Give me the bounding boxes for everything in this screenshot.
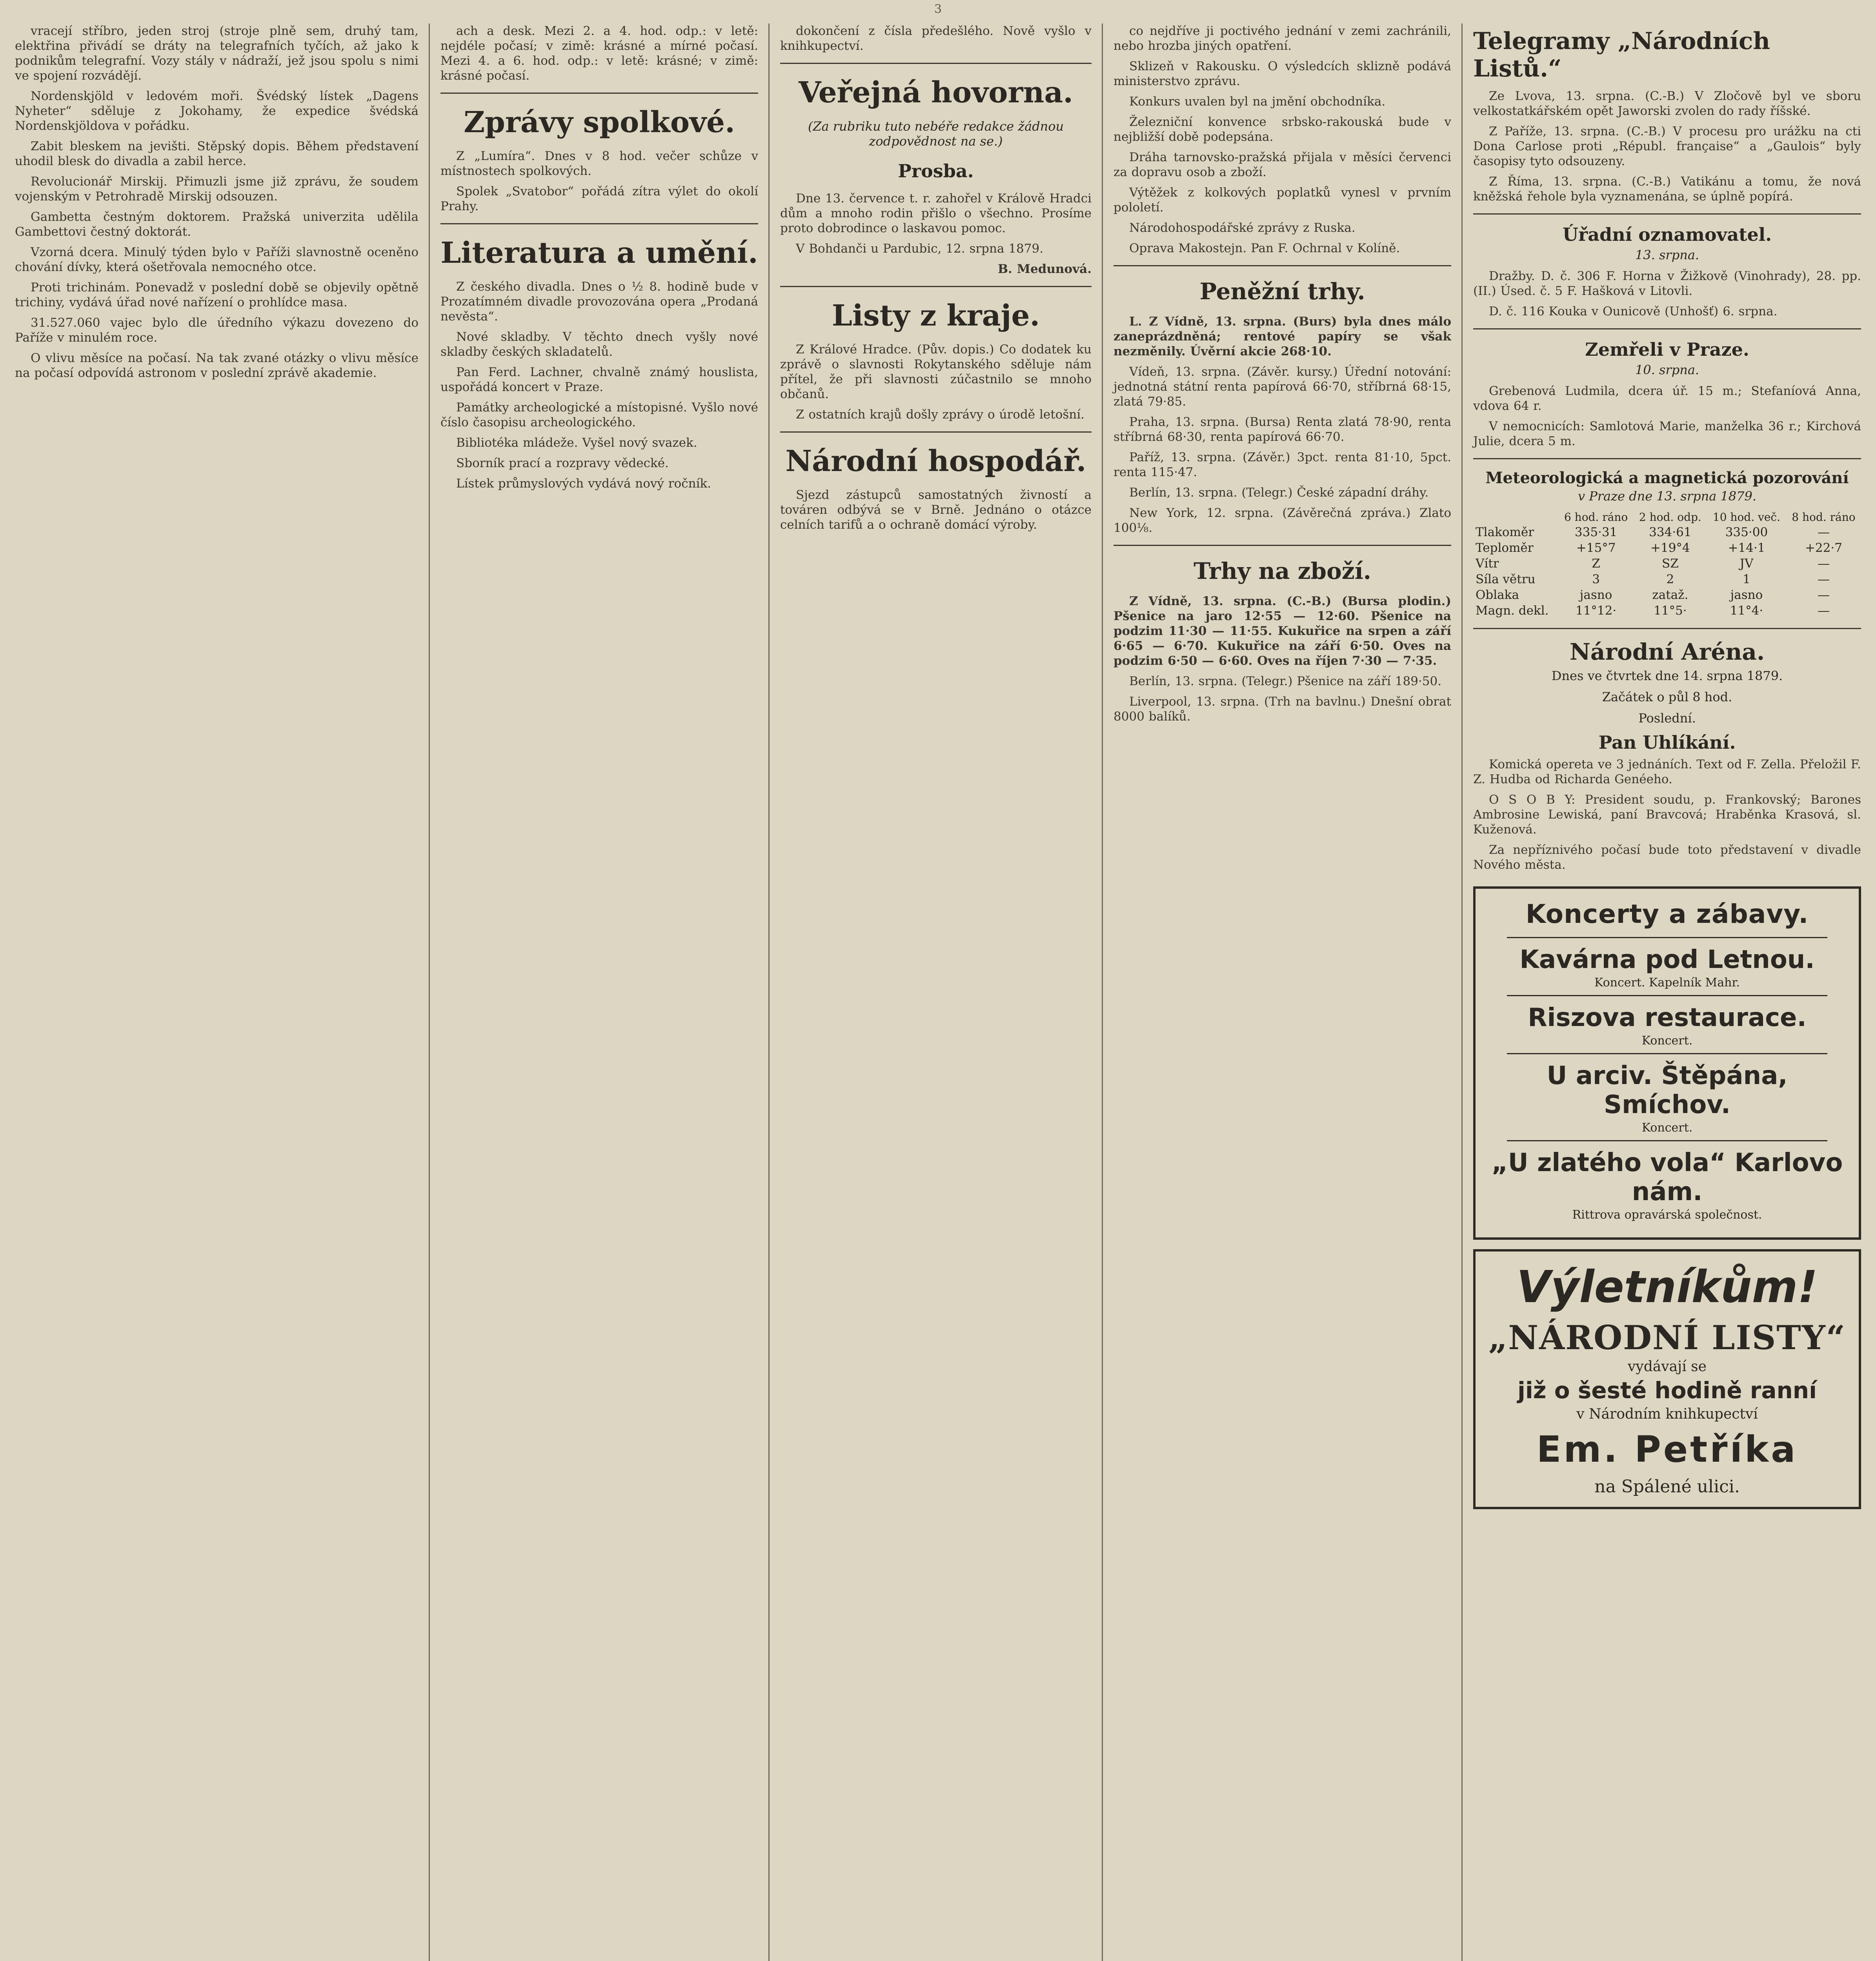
section-rule xyxy=(1114,265,1451,266)
zemreli-title: Zemřeli v Praze. xyxy=(1585,339,1749,360)
ad-separator xyxy=(1507,995,1827,996)
section-title-spolkove: Zprávy spolkové. xyxy=(464,106,735,139)
article-paragraph: Komická opereta ve 3 jednáních. Text od F. Zella. Přeložil F. Z. Hudba od Richarda Genéeho. xyxy=(1473,757,1861,786)
meteo-cell: Tlakoměr xyxy=(1476,525,1534,539)
arena-title: Národní Aréna. xyxy=(1569,639,1765,665)
venue-note: Rittrova opravárská společnost. xyxy=(1572,1208,1762,1222)
meteo-cell: 3 xyxy=(1592,572,1600,586)
column-1 xyxy=(4,24,429,1961)
section-rule xyxy=(780,63,1092,64)
article-paragraph: Vzorná dcera. Minulý týden bylo v Paříži slavnostně oceněno chování dívky, která ošetřovala nemocného otce. xyxy=(15,245,419,274)
section-rule xyxy=(440,223,758,224)
section-rule xyxy=(1473,458,1861,459)
meteo-cell: 1 xyxy=(1743,572,1750,586)
article-paragraph: Lístek průmyslových vydává nový ročník. xyxy=(456,477,711,491)
article-paragraph: Výtěžek z kolkových poplatků vynesl v prvním pololetí. xyxy=(1114,186,1451,215)
meteo-cell: +15°7 xyxy=(1576,541,1616,555)
column-2 xyxy=(429,24,769,1961)
section-title-kraj: Listy z kraje. xyxy=(832,299,1040,333)
meteo-title: Meteorologická a magnetická pozorování xyxy=(1485,469,1849,487)
meteo-cell: JV xyxy=(1740,557,1754,571)
article-paragraph: Dráha tarnovsko-pražská přijala v měsíci červenci za dopravu osob a zboží. xyxy=(1114,150,1451,179)
article-paragraph: Paříž, 13. srpna. (Závěr.) 3pct. renta 81·10, 5pct. renta 115·47. xyxy=(1114,450,1451,479)
article-paragraph: Liverpool, 13. srpna. (Trh na bavlnu.) Dnešní obrat 8000 balíků. xyxy=(1114,695,1451,724)
meteo-cell: — xyxy=(1817,588,1830,602)
article-paragraph: O vlivu měsíce na počasí. Na tak zvané otázky o vlivu měsíce na počasí odpovídá astronom v poslední zprávě akademie. xyxy=(15,351,419,380)
article-paragraph: Spolek „Svatobor“ pořádá zítra výlet do okolí Prahy. xyxy=(440,184,758,213)
meteo-cell: 335·00 xyxy=(1725,525,1768,539)
oznamovatel-title: Úřadní oznamovatel. xyxy=(1562,224,1772,245)
column-4 xyxy=(1103,24,1462,1961)
section-title-literatura: Literatura a umění. xyxy=(440,236,758,270)
section-rule xyxy=(1114,545,1451,546)
article-paragraph: Z Říma, 13. srpna. (C.-B.) Vatikánu a tomu, že nová kněžská řehole byla vyznamenána, se úplně popírá. xyxy=(1473,175,1861,204)
article-paragraph: Z českého divadla. Dnes o ½ 8. hodině bude v Prozatímném divadle provozována opera „Prodaná nevěsta“. xyxy=(440,280,758,324)
venue-note: Koncert. xyxy=(1641,1034,1693,1048)
column-3 xyxy=(769,24,1103,1961)
table-header: 8 hod. ráno xyxy=(1792,511,1856,524)
arena-start: Začátek o půl 8 hod. xyxy=(1602,689,1732,704)
article-paragraph: Dne 13. července t. r. zahořel v Králově Hradci dům a mnoho rodin přišlo o všechno. Prosíme proto dobrodince o laskavou pomoc. xyxy=(780,191,1092,235)
article-paragraph: Grebenová Ludmila, dcera úř. 15 m.; Stefaníová Anna, vdova 64 r. xyxy=(1473,384,1861,413)
venue-name: Kavárna pod Letnou. xyxy=(1519,945,1815,974)
article-paragraph: Praha, 13. srpna. (Bursa) Renta zlatá 78·90, renta stříbrná 68·30, renta papírová 66·70. xyxy=(1114,415,1451,444)
ad-text-emphasis: již o šesté hodině ranní xyxy=(1518,1377,1817,1404)
ad-koncerty xyxy=(1473,886,1861,1240)
article-paragraph: Z Králové Hradce. (Pův. dopis.) Co dodatek ku zprávě o slavnosti Rokytanského sděluje nám přítel, že při slavnosti zúčastnilo se mnoho občanů. xyxy=(780,342,1092,401)
article-paragraph: Berlín, 13. srpna. (Telegr.) České západní dráhy. xyxy=(1129,486,1429,500)
section-title-hovorna: Veřejná hovorna. xyxy=(798,76,1074,109)
article-paragraph: Nové skladby. V těchto dnech vyšly nové skladby českých skladatelů. xyxy=(440,330,758,359)
section-rule xyxy=(440,93,758,94)
article-paragraph: Sklizeň v Rakousku. O výsledcích sklizně podává ministerstvo zprávu. xyxy=(1114,59,1451,88)
table-header: 10 hod. več. xyxy=(1712,511,1781,524)
bookseller-location: na Spálené ulici. xyxy=(1594,1477,1740,1497)
meteo-row xyxy=(1473,556,1861,571)
arena-play: Pan Uhlíkání. xyxy=(1598,732,1736,753)
article-paragraph: Z Paříže, 13. srpna. (C.-B.) V procesu pro urážku na cti Dona Carlose proti „Républ. française“ a „Gaulois“ byly časopisy tyto odsouzeny. xyxy=(1473,124,1861,168)
meteo-cell: Vítr xyxy=(1476,557,1499,571)
article-paragraph: co nejdříve ji poctivého jednání v zemi zachránili, nebo hrozba jiných opatření. xyxy=(1114,24,1451,53)
section-rule xyxy=(1473,628,1861,629)
newspaper-name: „NÁRODNÍ LISTY“ xyxy=(1488,1318,1846,1357)
meteo-row xyxy=(1473,571,1861,587)
meteo-cell: jasno xyxy=(1579,588,1612,602)
meteo-cell: — xyxy=(1817,572,1830,586)
meteo-row xyxy=(1473,587,1861,603)
meteo-cell: 334·61 xyxy=(1649,525,1692,539)
meteo-row xyxy=(1473,603,1861,618)
section-rule xyxy=(780,286,1092,287)
bookseller-name: Em. Petříka xyxy=(1536,1428,1798,1470)
article-paragraph: Ze Lvova, 13. srpna. (C.-B.) V Zločově byl ve sboru velkostatkářském opět Jaworski zvolen do rady říšské. xyxy=(1473,89,1861,118)
page-number: 3 xyxy=(934,2,942,16)
ad-vyletnikum-title: Výletníkům! xyxy=(1516,1262,1818,1313)
signature: B. Medunová. xyxy=(997,262,1092,276)
section-title-zbozi: Trhy na zboží. xyxy=(1194,558,1371,584)
article-paragraph: Gambetta čestným doktorem. Pražská univerzita udělila Gambettovi čestný doktorát. xyxy=(15,210,419,239)
venue-name: Riszova restaurace. xyxy=(1528,1003,1807,1032)
section-rule xyxy=(1473,213,1861,215)
meteo-subtitle: v Praze dne 13. srpna 1879. xyxy=(1578,489,1757,504)
section-rule xyxy=(1473,328,1861,329)
table-header: 6 hod. ráno xyxy=(1564,511,1628,524)
article-paragraph: New York, 12. srpna. (Závěrečná zpráva.) Zlato 100⅛. xyxy=(1114,506,1451,535)
article-paragraph: D. č. 116 Kouka v Ounicově (Unhošť) 6. srpna. xyxy=(1489,304,1778,318)
arena-date: Dnes ve čtvrtek dne 14. srpna 1879. xyxy=(1551,668,1783,683)
column-5 xyxy=(1462,24,1872,1961)
article-paragraph: Oprava Makostejn. Pan F. Ochrnal v Kolíně. xyxy=(1129,241,1400,255)
arena-note: Poslední. xyxy=(1638,711,1696,726)
article-paragraph: Konkurs uvalen byl na jmění obchodníka. xyxy=(1129,95,1386,109)
section-subtitle: (Za rubriku tuto nebéře redakce žádnou zodpovědnost na se.) xyxy=(808,119,1064,149)
meteo-cell: Síla větru xyxy=(1476,572,1536,586)
telegrams-title: Telegramy „Národních Listů.“ xyxy=(1473,27,1770,82)
article-paragraph: Národohospodářské zprávy z Ruska. xyxy=(1129,221,1356,235)
article-paragraph: L. Z Vídně, 13. srpna. (Burs) byla dnes málo zaneprázdněná; rentové papíry se však nezměnily. Úvěrní akcie 268·10. xyxy=(1114,315,1451,358)
article-paragraph: dokončení z čísla předešlého. Nově vyšlo v knihkupectví. xyxy=(780,24,1092,53)
meteo-cell: Oblaka xyxy=(1476,588,1519,602)
article-paragraph: Z „Lumíra“. Dnes v 8 hod. večer schůze v místnostech spolkových. xyxy=(440,149,758,178)
article-paragraph: Sjezd zástupců samostatných živností a továren odbývá se v Brně. Jednáno o otázce celních tarifů a o ochraně domácí výroby. xyxy=(780,488,1092,532)
venue-name: U arciv. Štěpána, Smíchov. xyxy=(1547,1061,1788,1119)
article-paragraph: Proti trichinám. Ponevadž v poslední době se objevily opětně trichiny, vydává úřad nové nařízení o prohlídce masa. xyxy=(15,280,419,309)
table-header: 2 hod. odp. xyxy=(1639,511,1701,524)
meteo-cell: Teploměr xyxy=(1476,541,1534,555)
article-paragraph: Berlín, 13. srpna. (Telegr.) Pšenice na září 189·50. xyxy=(1129,674,1442,688)
article-paragraph: V nemocnicích: Samlotová Marie, manželka 36 r.; Kirchová Julie, dcera 5 m. xyxy=(1473,419,1861,448)
ad-separator xyxy=(1507,937,1827,938)
article-paragraph: vracejí stříbro, jeden stroj (stroje plně sem, druhý tam, elektřina přivádí se dráty na telegrafních tyčích, až jako k podnikům telegrafní. Vozy stály v nádraží, jež jsou spolu s nimi ve spojení rozvádějí. xyxy=(15,24,419,83)
venue-name: „U zlatého vola“ Karlovo nám. xyxy=(1491,1148,1843,1206)
article-paragraph: Železniční konvence srbsko-rakouská bude v nejbližší době podepsána. xyxy=(1114,115,1451,144)
meteo-cell: 2 xyxy=(1666,572,1674,586)
article-paragraph: ach a desk. Mezi 2. a 4. hod. odp.: v letě: nejdéle počasí; v zimě: krásné a mírné počasí. Mezi 4. a 6. hod. odp.: v letě: krásné; v zimě: krásné počasí. xyxy=(440,24,758,83)
ad-text: vydávají se xyxy=(1628,1359,1707,1375)
ad-text: v Národním knihkupectví xyxy=(1576,1406,1758,1422)
meteo-row xyxy=(1473,524,1861,540)
article-paragraph: Z Vídně, 13. srpna. (C.-B.) (Bursa plodin.) Pšenice na jaro 12·55 — 12·60. Pšenice na podzim 11·30 — 11·55. Kukuřice na srpen a září 6·65 — 6·70. Kukuřice na září 6·50. Oves na podzim 6·50 — 6·60. Oves na říjen 7·30 — 7·35. xyxy=(1114,594,1451,668)
meteo-cell: 11°5· xyxy=(1654,604,1687,618)
meteo-cell: — xyxy=(1817,525,1830,539)
meteo-cell: Magn. dekl. xyxy=(1476,604,1549,618)
meteo-cell: 11°12· xyxy=(1575,604,1617,618)
ad-vyletnikum xyxy=(1473,1249,1861,1509)
article-paragraph: O S O B Y: President soudu, p. Frankovský; Barones Ambrosine Lewiská, paní Bravcová; Hraběnka Krasová, sl. Kuženová. xyxy=(1473,793,1861,837)
ad-separator xyxy=(1507,1053,1827,1054)
ad-separator xyxy=(1507,1140,1827,1141)
article-paragraph: Vídeň, 13. srpna. (Závěr. kursy.) Úřední notování: jednotná státní renta papírová 66·70, stříbrná 68·15, zlatá 79·85. xyxy=(1114,365,1451,409)
table-header-row xyxy=(1473,510,1861,524)
article-paragraph: Sborník prací a rozpravy vědecké. xyxy=(456,456,669,470)
section-title-hospodar: Národní hospodář. xyxy=(785,444,1086,478)
article-paragraph: V Bohdanči u Pardubic, 12. srpna 1879. xyxy=(796,242,1044,256)
article-paragraph: Z ostatních krajů došly zprávy o úrodě letošní. xyxy=(796,407,1085,422)
meteo-cell: +19°4 xyxy=(1650,541,1690,555)
zemreli-date: 10. srpna. xyxy=(1635,362,1699,377)
meteo-cell: jasno xyxy=(1730,588,1763,602)
section-title-penezni: Peněžní trhy. xyxy=(1199,278,1365,305)
meteo-cell: Z xyxy=(1592,557,1600,571)
meteo-row xyxy=(1473,540,1861,556)
meteo-cell: — xyxy=(1817,604,1830,618)
meteo-cell: 335·31 xyxy=(1574,525,1618,539)
article-paragraph: Pan Ferd. Lachner, chvalně známý houslista, uspořádá koncert v Praze. xyxy=(440,365,758,394)
article-paragraph: Nordenskjöld v ledovém moři. Švédský lístek „Dagens Nyheter“ sděluje z Jokohamy, že expedice švédská Nordenskjöldova v pořádku. xyxy=(15,89,419,133)
meteo-cell: zataž. xyxy=(1652,588,1689,602)
venue-note: Koncert. xyxy=(1641,1121,1693,1135)
meteo-cell: +22·7 xyxy=(1805,541,1842,555)
ad-koncerty-title: Koncerty a zábavy. xyxy=(1525,899,1809,929)
meteo-table xyxy=(1473,510,1861,618)
article-paragraph: Dražby. D. č. 306 F. Horna v Žižkově (Vinohrady), 28. pp. (II.) Úsed. č. 5 F. Hašková v Litovli. xyxy=(1473,269,1861,298)
meteo-cell: SZ xyxy=(1661,557,1679,571)
meteo-cell: — xyxy=(1817,557,1830,571)
section-label: Prosba. xyxy=(898,160,974,182)
article-paragraph: Zabit bleskem na jevišti. Stěpský dopis. Během představení uhodil blesk do divadla a zabil herce. xyxy=(15,139,419,168)
meteo-cell: 11°4· xyxy=(1730,604,1763,618)
meteo-cell: +14·1 xyxy=(1728,541,1765,555)
section-rule xyxy=(780,431,1092,433)
venue-note: Koncert. Kapelník Mahr. xyxy=(1594,976,1740,990)
article-paragraph: Revolucionář Mirskij. Přimuzli jsme již zprávu, že soudem vojenským v Petrohradě Mirskij odsouzen. xyxy=(15,175,419,204)
article-paragraph: 31.527.060 vajec bylo dle úředního výkazu dovezeno do Paříže v minulém roce. xyxy=(15,316,419,345)
article-paragraph: Památky archeologické a místopisné. Vyšlo nové číslo časopisu archeologického. xyxy=(440,400,758,429)
oznamovatel-date: 13. srpna. xyxy=(1635,247,1699,262)
article-paragraph: Bibliotéka mládeže. Vyšel nový svazek. xyxy=(456,436,697,450)
table-header xyxy=(1473,510,1559,524)
article-paragraph: Za nepříznivého počasí bude toto představení v divadle Nového města. xyxy=(1473,843,1861,872)
